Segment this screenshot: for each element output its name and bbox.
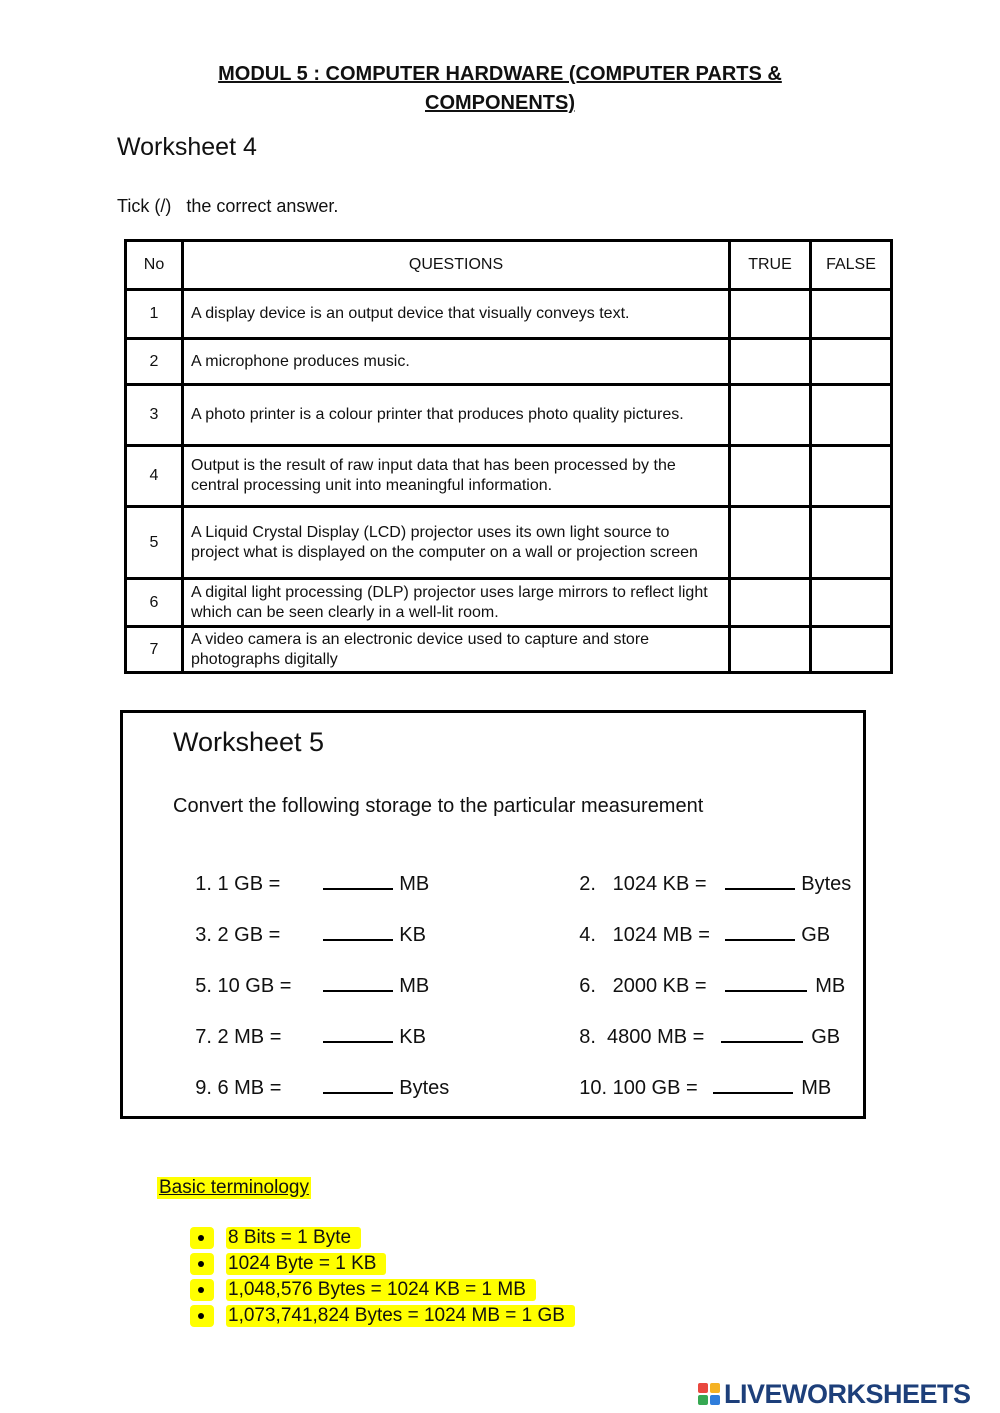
conversion-label: 3. 2 GB = [195,924,281,946]
answer-blank[interactable] [323,972,393,992]
page-title [0,60,1000,118]
table-row [126,507,892,579]
worksheet-4-instruction [117,196,338,217]
answer-blank[interactable] [323,1074,393,1094]
table-row [126,446,892,507]
answer-blank[interactable] [323,921,393,941]
answer-blank[interactable] [725,870,795,890]
header-true: TRUE [730,241,811,290]
bullet-icon [190,1279,214,1301]
true-tick-cell[interactable] [730,579,811,627]
row-question: A video camera is an electronic device used to capture and store photographs digitally [183,627,730,673]
true-tick-cell[interactable] [730,339,811,385]
false-tick-cell[interactable] [811,385,892,446]
answer-blank[interactable] [725,921,795,941]
true-tick-cell[interactable] [730,385,811,446]
worksheet-5-heading: Worksheet 5 [173,727,325,757]
row-number: 3 [126,385,183,446]
liveworksheets-logo-icon [698,1383,720,1405]
conversion-label: 6. 2000 KB = [579,975,707,997]
row-question: A microphone produces music. [183,339,730,385]
false-tick-cell[interactable] [811,339,892,385]
conversion-unit: GB [811,1026,841,1048]
page-title-line-1: MODUL 5 : COMPUTER HARDWARE (COMPUTER PARTS & [218,63,782,85]
list-item [190,1277,575,1303]
basic-terminology-heading: Basic terminology [159,1177,309,1198]
page-title-line-2: COMPONENTS) [425,92,575,114]
conversion-unit: KB [399,1026,426,1048]
conversion-label: 10. 100 GB = [579,1077,698,1099]
table-row [126,385,892,446]
conversion-unit: Bytes [801,873,852,895]
conversion-label: 7. 2 MB = [195,1026,282,1048]
liveworksheets-logo-text: LIVEWORKSHEETS [724,1378,971,1409]
conversion-label: 4. 1024 MB = [579,924,710,946]
true-false-table [124,239,893,674]
row-question: A photo printer is a colour printer that produces photo quality pictures. [183,385,730,446]
conversion-label: 1. 1 GB = [195,873,281,895]
row-number: 6 [126,579,183,627]
conversion-unit: KB [399,924,426,946]
conversion-unit: MB [815,975,846,997]
row-number: 5 [126,507,183,579]
false-tick-cell[interactable] [811,627,892,673]
terminology-text: 1,048,576 Bytes = 1024 KB = 1 MB [226,1279,536,1301]
conversion-unit: Bytes [399,1077,450,1099]
conversion-label: 5. 10 GB = [195,975,292,997]
bullet-icon [190,1253,214,1275]
true-tick-cell[interactable] [730,507,811,579]
true-tick-cell[interactable] [730,290,811,339]
row-number: 7 [126,627,183,673]
row-number: 1 [126,290,183,339]
bullet-icon [190,1227,214,1249]
false-tick-cell[interactable] [811,446,892,507]
answer-blank[interactable] [725,972,807,992]
terminology-text: 1,073,741,824 Bytes = 1024 MB = 1 GB [226,1305,575,1327]
conversion-label: 9. 6 MB = [195,1077,282,1099]
list-item [190,1303,575,1329]
conversion-item-9 [173,1051,449,1123]
true-tick-cell[interactable] [730,627,811,673]
row-number: 2 [126,339,183,385]
row-question: A digital light processing (DLP) projector uses large mirrors to reflect light which can be seen clearly in a well-lit room. [183,579,730,627]
bullet-icon [190,1305,214,1327]
list-item [190,1251,575,1277]
instruction-rest: the correct answer. [186,196,339,216]
conversion-unit: MB [801,1077,832,1099]
basic-terminology-list [190,1225,575,1329]
conversion-unit: MB [399,975,430,997]
false-tick-cell[interactable] [811,290,892,339]
table-header-row [126,241,892,290]
answer-blank[interactable] [713,1074,793,1094]
conversion-unit: GB [801,924,831,946]
header-questions: QUESTIONS [183,241,730,290]
answer-blank[interactable] [323,870,393,890]
liveworksheets-logo [698,1378,971,1410]
worksheet-5-box [120,710,866,1119]
header-no: No [126,241,183,290]
table-row [126,339,892,385]
answer-blank[interactable] [721,1023,803,1043]
conversion-unit: MB [399,873,430,895]
worksheet-5-instruction: Convert the following storage to the particular measurement [173,795,704,817]
terminology-text: 8 Bits = 1 Byte [226,1227,361,1249]
table-row [126,627,892,673]
answer-blank[interactable] [323,1023,393,1043]
table-row [126,290,892,339]
header-false: FALSE [811,241,892,290]
table-row [126,579,892,627]
list-item [190,1225,575,1251]
conversion-label: 8. 4800 MB = [579,1026,705,1048]
instruction-tick: Tick (/) [117,196,172,216]
row-question: A display device is an output device that visually conveys text. [183,290,730,339]
row-question: Output is the result of raw input data that has been processed by the central processing unit into meaningful information. [183,446,730,507]
conversion-label: 2. 1024 KB = [579,873,707,895]
row-number: 4 [126,446,183,507]
false-tick-cell[interactable] [811,507,892,579]
false-tick-cell[interactable] [811,579,892,627]
true-tick-cell[interactable] [730,446,811,507]
worksheet-4-heading: Worksheet 4 [117,133,257,161]
terminology-text: 1024 Byte = 1 KB [226,1253,386,1275]
conversion-item-10 [557,1051,831,1123]
row-question: A Liquid Crystal Display (LCD) projector uses its own light source to project what is displayed on the computer on a wall or projection screen [183,507,730,579]
